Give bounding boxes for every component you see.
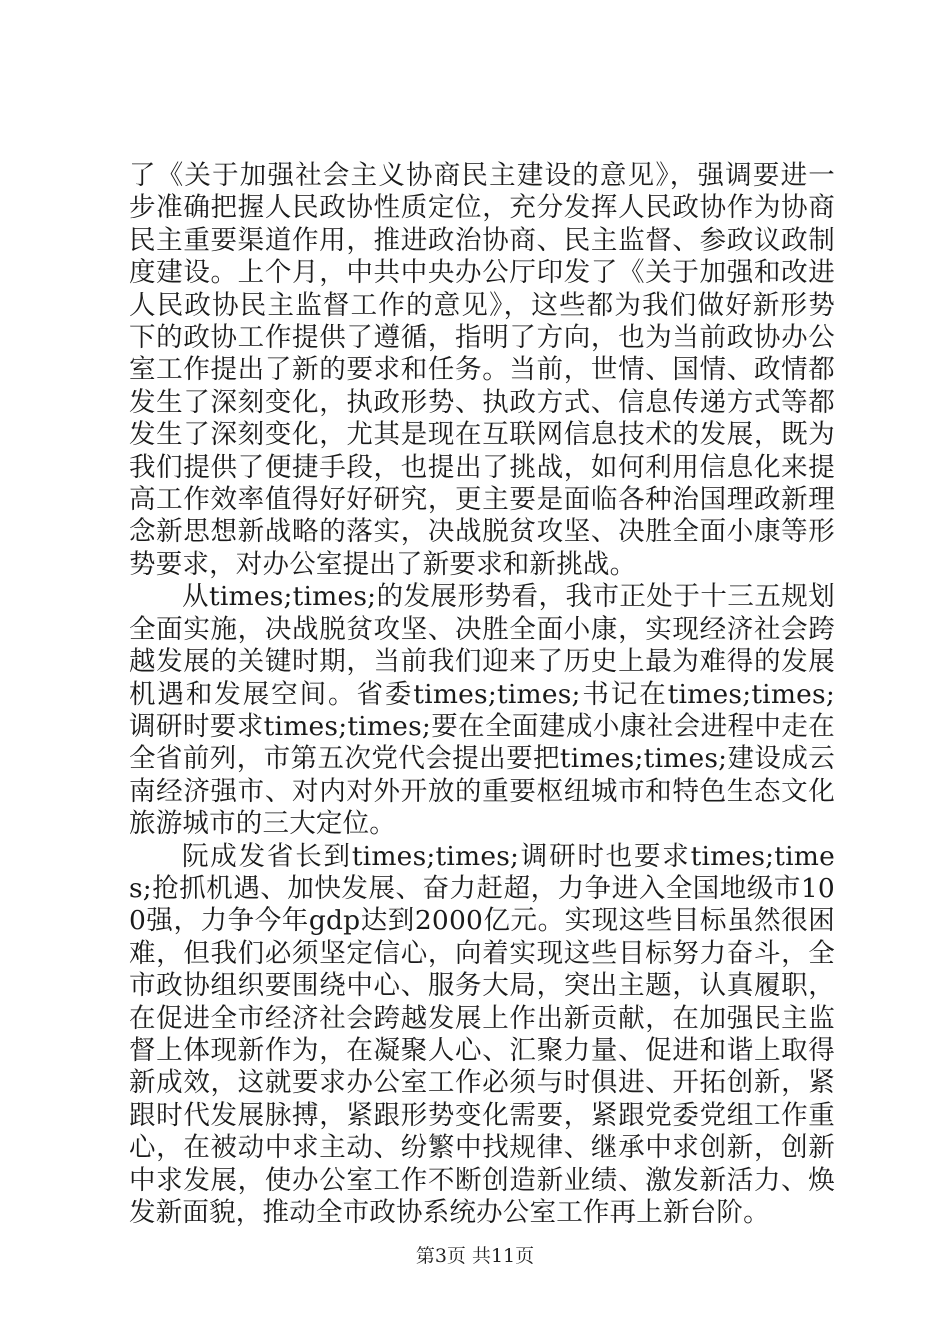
paragraph-3: 阮成发省长到times;times;调研时也要求times;times;抢抓机遇、加快发展、奋力赶超，力争进入全国地级市100强，力争今年gdp达到2000亿元。实现这些目标虽然很困难，但我们必须坚定信心，向着实现这些目标努力奋斗，全市政协组织要围绕中心、服务大局，突出主题，认真履职，在促进全市经济社会跨越发展上作出新贡献，在加强民主监督上体现新作为，在凝聚人心、汇聚力量、促进和谐上取得新成效，这就要求办公室工作必须与时俱进、开拓创新，紧跟时代发展脉搏，紧跟形势变化需要，紧跟党委党组工作重心，在被动中求主动、纷繁中找规律、继承中求创新，创新中求发展，使办公室工作不断创造新业绩、激发新活力、焕发新面貌，推动全市政协系统办公室工作再上新台阶。 — [129, 840, 835, 1228]
document-body — [129, 160, 835, 1229]
page-number-footer: 第3页 共11页 — [415, 1245, 535, 1267]
paragraph-2: 从times;times;的发展形势看，我市正处于十三五规划全面实施，决战脱贫攻坚、决胜全面小康，实现经济社会跨越发展的关键时期，当前我们迎来了历史上最为难得的发展机遇和发展空间。省委times;times;书记在times;times;调研时要求times;times;要在全面建成小康社会进程中走在全省前列，市第五次党代会提出要把times;times;建设成云南经济强市、对内对外开放的重要枢纽城市和特色生态文化旅游城市的三大定位。 — [129, 581, 835, 840]
paragraph-1: 了《关于加强社会主义协商民主建设的意见》，强调要进一步准确把握人民政协性质定位，充分发挥人民政协作为协商民主重要渠道作用，推进政治协商、民主监督、参政议政制度建设。上个月，中共中央办公厅印发了《关于加强和改进人民政协民主监督工作的意见》，这些都为我们做好新形势下的政协工作提供了遵循，指明了方向，也为当前政协办公室工作提出了新的要求和任务。当前，世情、国情、政情都发生了深刻变化，执政形势、执政方式、信息传递方式等都发生了深刻变化，尤其是现在互联网信息技术的发展，既为我们提供了便捷手段，也提出了挑战，如何利用信息化来提高工作效率值得好好研究，更主要是面临各种治国理政新理念新思想新战略的落实，决战脱贫攻坚、决胜全面小康等形势要求，对办公室提出了新要求和新挑战。 — [129, 160, 835, 580]
